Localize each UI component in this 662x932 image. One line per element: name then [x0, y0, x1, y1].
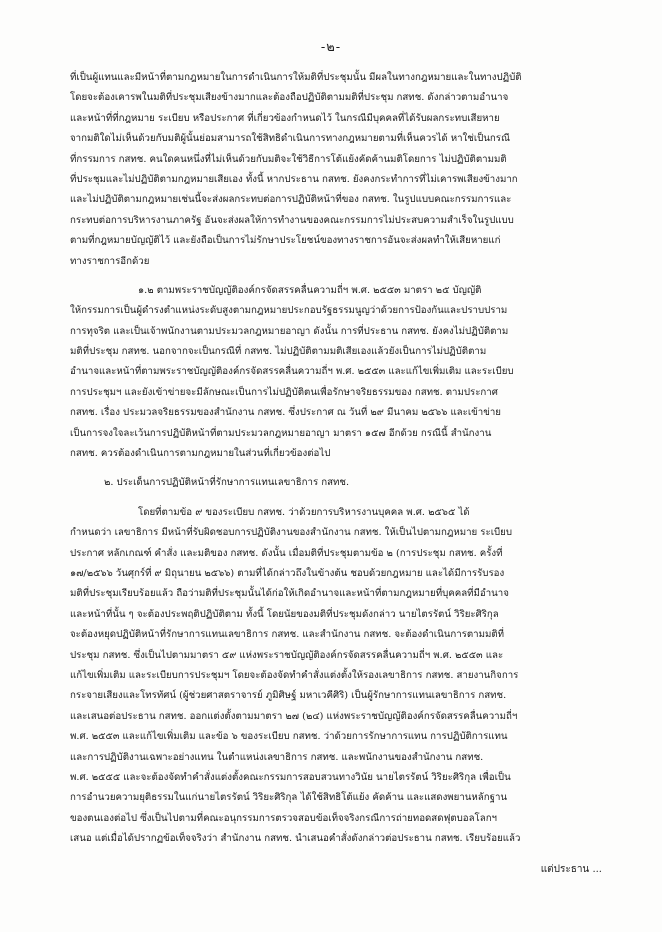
text-line: ของตนเองต่อไป ซึ่งเป็นไปตามที่คณะอนุกรรมการตรวจสอบข้อเท็จจริงกรณีการถ่ายทอดสดฟุตบอลโลกฯ: [70, 812, 498, 824]
text-line: พ.ศ. ๒๕๕๓ และแก้ไขเพิ่มเติม และข้อ ๖ ของระเบียบ กสทช. ว่าด้วยการรักษาการแทน การปฏิบัติการแทน: [70, 731, 508, 743]
text-line: ที่เป็นผู้แทนและมีหน้าที่ตามกฎหมายในการดำเนินการให้มติที่ประชุมนั้น มีผลในทางกฎหมายและในทางปฏิบัติ: [70, 72, 522, 83]
section-heading-2: [70, 473, 602, 493]
text-line: ให้กรรมการเป็นผู้ดำรงตำแหน่งระดับสูงตามกฎหมายประกอบรัฐธรรมนูญว่าด้วยการป้องกันและปราบปราม: [70, 305, 508, 317]
text-line: และหน้าที่ที่กฎหมาย ระเบียบ หรือประกาศ ที่เกี่ยวข้องกำหนดไว้ ในกรณีมีบุคคลที่ได้รับผลกระทบเสียหาย: [70, 112, 500, 124]
text-line: แก้ไขเพิ่มเติม และระเบียบการประชุมฯ โดยจะต้องจัดทำคำสั่งแต่งตั้งให้รองเลขาธิการ กสทช. สายงานกิจการ: [70, 669, 519, 681]
text-line: ที่กรรมการ กสทช. คนใดคนหนึ่งที่ไม่เห็นด้วยกับมติจะใช้วิธีการโต้แย้งคัดค้านมติโดยการ ไม่ปฏิบัติตามมติ: [70, 153, 507, 165]
text-line: ที่ประชุมและไม่ปฏิบัติตามกฎหมายเสียเอง ทั้งนี้ หากประธาน กสทช. ยังคงกระทำการที่ไม่เคารพเสียงข้างมาก: [70, 173, 518, 185]
text-line: และการปฏิบัติงานเฉพาะอย่างแทน ในตำแหน่งเลขาธิการ กสทช. และพนักงานของสำนักงาน กสทช.: [70, 751, 484, 763]
text-line: โดยจะต้องเคารพในมติที่ประชุมเสียงข้างมากและต้องถือปฏิบัติตามมติที่ประชุม กสทช. ดังกล่าวตามอำนาจ: [70, 92, 509, 104]
text-line: โดยที่ตามข้อ ๙ ของระเบียบ กสทช. ว่าด้วยการบริหารงานบุคคล พ.ศ. ๒๕๖๕ ได้: [138, 506, 470, 518]
text-line: ๑.๒ ตามพระราชบัญญัติองค์กรจัดสรรคลื่นความถี่ฯ พ.ศ. ๒๕๕๓ มาตรา ๒๕ บัญญัติ: [138, 284, 482, 296]
paragraph-continuation: [70, 68, 602, 272]
text-line: การอำนวยความยุติธรรมในแก่นายไตรรัตน์ วิริยะศิริกุล ได้ใช้สิทธิโต้แย้ง คัดค้าน และแสดงพยานหลักฐาน: [70, 792, 508, 804]
text-line: กระทบต่อการบริหารงานภาครัฐ อันจะส่งผลให้การทำงานของคณะกรรมการไม่ประสบความสำเร็จในรูปแบบ: [70, 214, 514, 226]
heading-line: ๒. ประเด็นการปฏิบัติหน้าที่รักษาการแทนเลขาธิการ กสทช.: [104, 477, 350, 489]
text-line: ประชุม กสทช. ซึ่งเป็นไปตามมาตรา ๕๙ แห่งพระราชบัญญัติองค์กรจัดสรรคลื่นความถี่ฯ พ.ศ. ๒๕๕๓ และ: [70, 649, 504, 661]
text-line: จะต้องหยุดปฏิบัติหน้าที่รักษาการแทนเลขาธิการ กสทช. และสำนักงาน กสทช. จะต้องดำเนินการตามมติที่: [70, 629, 505, 641]
text-line: กำหนดว่า เลขาธิการ มีหน้าที่รับผิดชอบการปฏิบัติงานของสำนักงาน กสทช. ให้เป็นไปตามกฎหมาย ระเบียบ: [70, 527, 512, 539]
text-line: ๑๗/๒๕๖๖ วันศุกร์ที่ ๙ มิถุนายน ๒๕๖๖) ตามที่ได้กล่าวถึงในข้างต้น ชอบด้วยกฎหมาย และได้มีการรับรอง: [70, 567, 505, 579]
text-line: เป็นการจงใจละเว้นการปฏิบัติหน้าที่ตามประมวลกฎหมายอาญา มาตรา ๑๕๗ อีกด้วย กรณีนี้ สำนักงาน: [70, 427, 492, 439]
text-line: ประกาศ หลักเกณฑ์ คำสั่ง และมติของ กสทช. ดังนั้น เมื่อมติที่ประชุมตามข้อ ๒ (การประชุม กสทช. ครั้งที่: [70, 547, 503, 559]
text-line: อำนาจและหน้าที่ตามพระราชบัญญัติองค์กรจัดสรรคลื่นความถี่ฯ พ.ศ. ๒๕๕๓ และแก้ไขเพิ่มเติม และระเบียบ: [70, 366, 514, 378]
page-number: -๒-: [320, 40, 342, 55]
text-line: ตามที่กฎหมายบัญญัติไว้ และยังถือเป็นการไม่รักษาประโยชน์ของทางราชการอันจะส่งผลทำให้เสียหายแก่: [70, 235, 501, 247]
body-text: [70, 68, 602, 849]
text-line: การทุจริต และเป็นเจ้าพนักงานตามประมวลกฎหมายอาญา ดังนั้น การที่ประธาน กสทช. ยังคงไม่ปฏิบัติตาม: [70, 325, 509, 337]
text-line: จากมติใดไม่เห็นด้วยกับมติผู้นั้นย่อมสามารถใช้สิทธิดำเนินการทางกฎหมายตามที่เห็นควรได้ หาใช่เป็นกรณี: [70, 133, 510, 145]
text-line: พ.ศ. ๒๕๕๕ และจะต้องจัดทำคำสั่งแต่งตั้งคณะกรรมการสอบสวนทางวินัย นายไตรรัตน์ วิริยะศิริกุล เพื่อเป็น: [70, 771, 511, 783]
text-line: และไม่ปฏิบัติตามกฎหมายเช่นนี้จะส่งผลกระทบต่อการปฏิบัติหน้าที่ของ กสทช. ในรูปแบบคณะกรรมการและ: [70, 194, 512, 206]
text-line: มติที่ประชุมเรียบร้อยแล้ว ถือว่ามติที่ประชุมนั้นได้ก่อให้เกิดอำนาจและหน้าที่ตามกฎหมายที่บุคคลที่มีอำนาจ: [70, 588, 509, 600]
continuation-marker: แต่ประธาน ...: [540, 864, 602, 875]
text-line: การประชุมฯ และยังเข้าข่ายจะมีลักษณะเป็นการไม่ปฏิบัติตนเพื่อรักษาจริยธรรมของ กสทช. ตามประกาศ: [70, 386, 498, 398]
paragraph-section-2: [70, 503, 602, 850]
text-line: ทางราชการอีกด้วย: [70, 255, 150, 267]
text-line: และเสนอต่อประธาน กสทช. ออกแต่งตั้งตามมาตรา ๒๗ (๒๔) แห่งพระราชบัญญัติองค์กรจัดสรรคลื่นความถี่ฯ: [70, 710, 518, 722]
text-line: กสทช. ควรต้องดำเนินการตามกฎหมายในส่วนที่เกี่ยวข้องต่อไป: [70, 448, 331, 460]
text-line: กสทช. เรื่อง ประมวลจริยธรรมของสำนักงาน กสทช. ซึ่งประกาศ ณ วันที่ ๒๙ มีนาคม ๒๕๖๖ และเข้าข่าย: [70, 407, 501, 419]
paragraph-section-1-2: [70, 281, 602, 465]
text-line: มติที่ประชุม กสทช. นอกจากจะเป็นกรณีที่ กสทช. ไม่ปฏิบัติตามมติเสียเองแล้วยังเป็นการไม่ปฏิบัติตาม: [70, 346, 487, 358]
text-line: เสนอ แต่เมื่อได้ปรากฏข้อเท็จจริงว่า สำนักงาน กสทช. นำเสนอคำสั่งดังกล่าวต่อประธาน กสทช. เรียบร้อยแล้ว: [70, 833, 521, 845]
text-line: กระจายเสียงและโทรทัศน์ (ผู้ช่วยศาสตราจารย์ ภูมิศิษฐ์ มหาเวคีศิริ) เป็นผู้รักษาการแทนเลขาธิการ กสทช.: [70, 690, 507, 702]
text-line: และหน้าที่นั้น ๆ จะต้องประพฤติปฏิบัติตาม ทั้งนี้ โดยนัยของมติที่ประชุมดังกล่าว นายไตรรัตน์ วิริยะศิริกุล: [70, 608, 499, 620]
